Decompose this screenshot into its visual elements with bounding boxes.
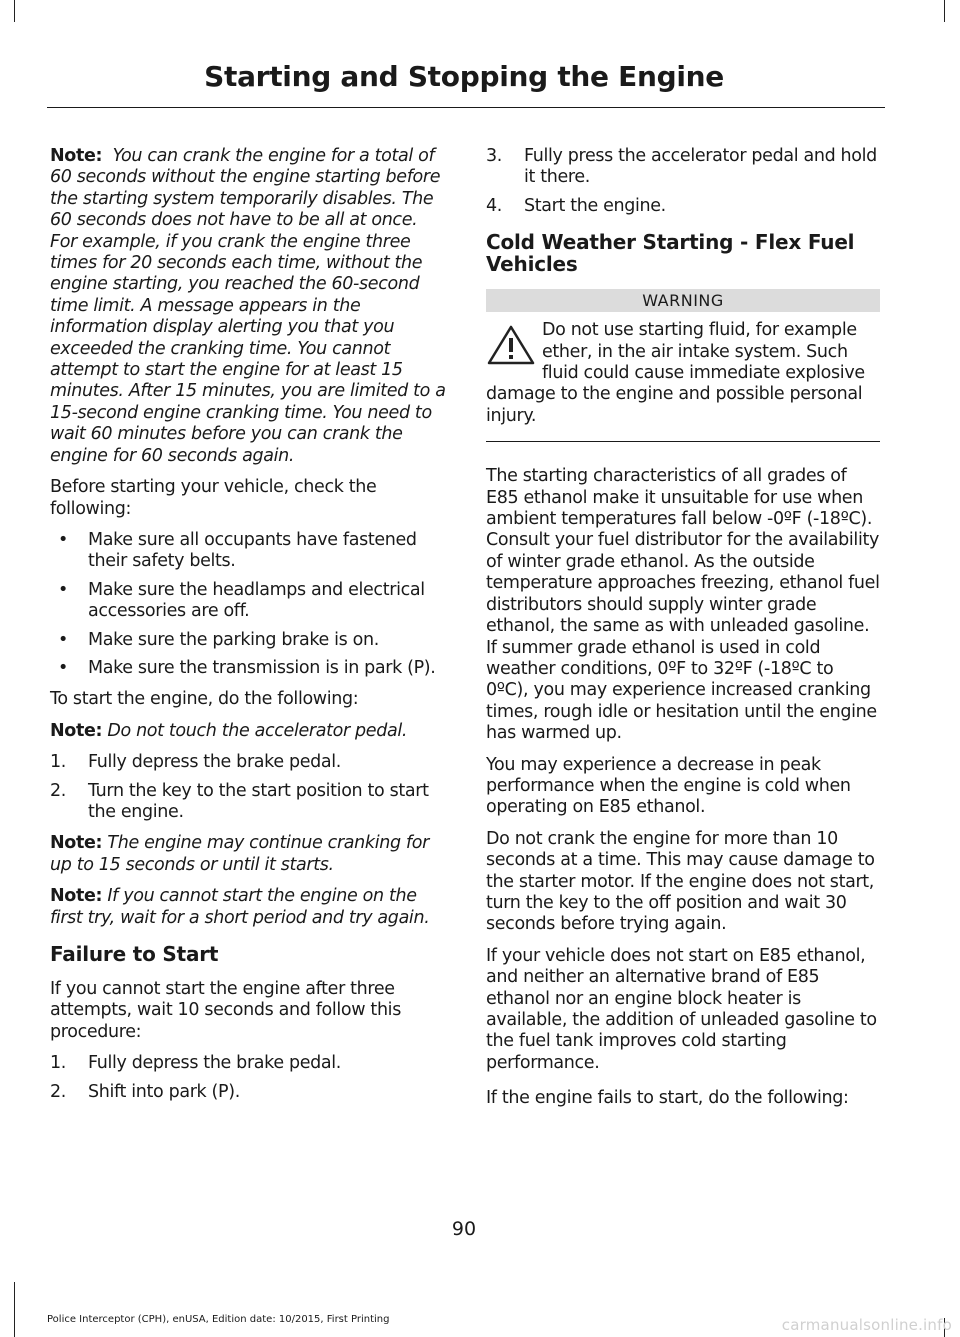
list-item-text: Turn the key to the start position to start the engine. [88, 780, 429, 822]
paragraph-unleaded-addition: If your vehicle does not start on E85 ethanol, and neither an alternative brand of E85 ethanol nor an engine block heater is available, the addition of unleaded gasoline to the fuel tank improves cold starting performance. [486, 945, 877, 1073]
list-item-text: Make sure the parking brake is on. [88, 629, 379, 650]
warning-triangle-icon [486, 324, 536, 366]
paragraph-e85-characteristics: The starting characteristics of all grades of E85 ethanol make it unsuitable for use when ambient temperatures fall below -0ºF (-18ºC). Consult your fuel distributor for the availability of winter grade ethanol. As the outside temperature approaches freezing, ethanol fuel distributors should supply winter grade ethanol, the same as with unleaded gasoline. If summer grade ethanol is used in cold weather conditions, 0ºF to 32ºF (-18ºC to 0ºC), you may experience increased cranking times, rough idle or hesitation until the engine has warmed up. [486, 466, 880, 744]
list-item-text: Make sure the transmission is in park (P). [88, 657, 436, 678]
step-number: 3. [486, 146, 502, 166]
note-label: Note: [50, 886, 103, 907]
list-item [50, 530, 448, 573]
watermark: carmanualsonline.info [781, 1316, 952, 1334]
fail-intro: If you cannot start the engine after three attempts, wait 10 seconds and follow this procedure: [50, 979, 401, 1042]
paragraph-cranking-limit: Do not crank the engine for more than 10 seconds at a time. This may cause damage to the starter motor. If the engine does not start, turn the key to the off position and wait 30 seconds before trying again. [486, 828, 875, 935]
edition-footer: Police Interceptor (CPH), enUSA, Edition date: 10/2015, First Printing [47, 1314, 390, 1325]
note-accelerator [50, 721, 448, 742]
bullet-marker: • [58, 529, 68, 550]
note-body: You can crank the engine for a total of 60 seconds without the engine starting before the starting system temporarily disables. The 60 seconds does not have to be all at once. For example, if you crank the engine three times for 20 seconds each time, without the engine starting, you reached the 60-second time limit. A message appears in the information display alerting you that you exceeded the cranking time. You cannot attempt to start the engine for at least 15 minutes. After 15 minutes, you are limited to a 15-second engine cranking time. You need to wait 60 minutes before you can crank the engine for 60 seconds again. [50, 146, 446, 466]
bullet-marker: • [58, 657, 68, 678]
list-item [50, 781, 448, 824]
step-number: 2. [50, 780, 66, 801]
list-item-text: Fully press the accelerator pedal and hold it there. [524, 146, 877, 188]
note-retry [50, 886, 448, 929]
note-label: Note: [50, 146, 103, 166]
section-heading-failure: Failure to Start [50, 942, 219, 966]
header-rule [47, 107, 885, 108]
note-body: The engine may continue cranking for up to 15 seconds or until it starts. [50, 833, 429, 875]
crop-mark-top-right [944, 0, 945, 22]
crop-mark-top-left [14, 0, 15, 22]
check-intro: Before starting your vehicle, check the following: [50, 477, 377, 519]
list-item [50, 580, 448, 623]
warning-title: WARNING [486, 289, 880, 312]
list-item [50, 1053, 448, 1074]
step-number: 1. [50, 752, 66, 773]
section-heading-cold-weather: Cold Weather Starting - Flex Fuel Vehicles [486, 230, 855, 277]
page-title: Starting and Stopping the Engine [204, 60, 724, 93]
note-body: If you cannot start the engine on the first try, wait for a short period and try again. [50, 886, 430, 928]
note-cranking [50, 833, 448, 876]
list-item [486, 196, 880, 217]
list-item [50, 1082, 448, 1103]
list-item-text: Make sure the headlamps and electrical accessories are off. [88, 579, 425, 622]
start-steps [50, 752, 448, 823]
warning-box [486, 320, 880, 427]
list-item-text: Shift into park (P). [88, 1081, 240, 1102]
list-item [50, 658, 448, 679]
continued-steps [486, 146, 880, 217]
paragraph-peak-performance: You may experience a decrease in peak performance when the engine is cold when operating on E85 ethanol. [486, 754, 851, 818]
list-item-text: Make sure all occupants have fastened their safety belts. [88, 529, 417, 572]
bullet-marker: • [58, 629, 68, 650]
note-crank-limit [50, 146, 448, 467]
list-item-text: Fully depress the brake pedal. [88, 1053, 341, 1074]
note-body: Do not touch the accelerator pedal. [107, 720, 408, 741]
checklist [50, 530, 448, 679]
fail-steps [50, 1053, 448, 1103]
crop-mark-bottom-left [14, 1282, 15, 1337]
right-column [486, 146, 880, 1120]
step-number: 1. [50, 1053, 66, 1074]
note-label: Note: [50, 720, 103, 741]
warning-text: Do not use starting fluid, for example ether, in the air intake system. Such fluid could cause immediate explosive damage to the engine and possible personal injury. [486, 320, 865, 426]
note-label: Note: [50, 833, 103, 854]
list-item-text: Start the engine. [524, 195, 666, 216]
warning-rule [486, 441, 880, 442]
left-column [50, 146, 448, 1113]
paragraph-fails-to-start: If the engine fails to start, do the following: [486, 1088, 849, 1109]
start-intro: To start the engine, do the following: [50, 689, 359, 710]
list-item [50, 752, 448, 773]
step-number: 4. [486, 195, 502, 216]
list-item-text: Fully depress the brake pedal. [88, 752, 341, 773]
bullet-marker: • [58, 579, 68, 600]
list-item [50, 630, 448, 651]
step-number: 2. [50, 1081, 66, 1102]
list-item [486, 146, 880, 189]
page-number: 90 [451, 1218, 477, 1240]
